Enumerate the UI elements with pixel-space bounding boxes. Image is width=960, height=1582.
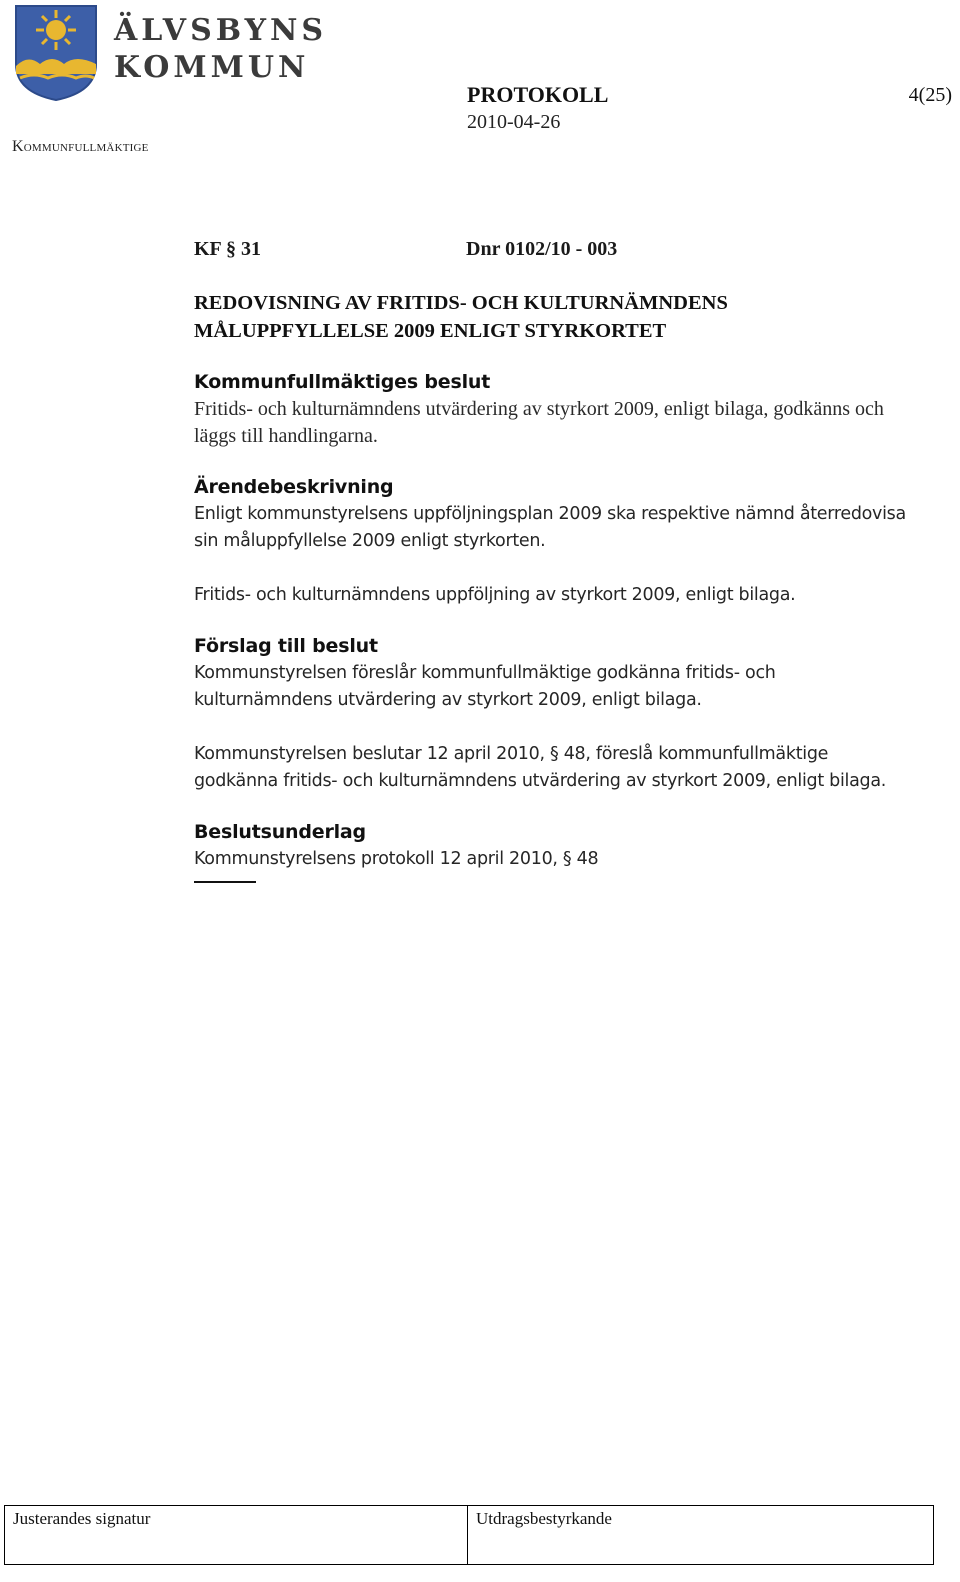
case-description-text: Enligt kommunstyrelsens uppföljningsplan 2009 ska respektive nämnd återredovisa sin måluppfyllelse 2009 enligt styrkorten. <box>194 504 906 551</box>
case-title-line1: REDOVISNING AV FRITIDS- OCH KULTURNÄMNDENS <box>194 292 728 314</box>
kf-paragraph-number: KF § 31 <box>194 238 262 260</box>
basis-text: Kommunstyrelsens protokoll 12 april 2010, § 48 <box>194 849 599 869</box>
adjuster-signature-cell <box>5 1506 468 1564</box>
decision-heading: Kommunfullmäktiges beslut <box>194 371 491 393</box>
case-description-heading: Ärendebeskrivning <box>194 476 394 498</box>
case-title <box>194 289 914 345</box>
proposal-text: Kommunstyrelsen föreslår kommunfullmäktige godkänna fritids- och kulturnämndens utvärdering av styrkort 2009, enligt bilaga. <box>194 663 776 710</box>
coat-of-arms-icon <box>14 4 98 102</box>
page-number: 4(25) <box>908 84 952 106</box>
board-decision-text: Kommunstyrelsen beslutar 12 april 2010, § 48, föreslå kommunfullmäktige godkänna fritids- och kulturnämndens utvärdering av styrkort 2009, enligt bilaga. <box>194 744 887 791</box>
case-description-followup: Fritids- och kulturnämndens uppföljning av styrkort 2009, enligt bilaga. <box>194 585 796 605</box>
end-rule <box>194 881 256 883</box>
extract-certification-cell <box>468 1506 933 1564</box>
proposal-heading: Förslag till beslut <box>194 635 378 657</box>
decision-text: Fritids- och kulturnämndens utvärdering av styrkort 2009, enligt bilaga, godkänns och läggs till handlingarna. <box>194 398 884 447</box>
case-title-line2: MÅLUPPFYLLELSE 2009 ENLIGT STYRKORTET <box>194 320 667 342</box>
signature-box <box>4 1505 934 1565</box>
logo-text-line2: KOMMUN <box>114 50 310 85</box>
protocol-body <box>194 236 914 883</box>
municipality-logo <box>14 4 328 104</box>
case-reference-row <box>194 236 914 266</box>
logo-text-line1: ÄLVSBYNS <box>114 13 328 48</box>
basis-heading: Beslutsunderlag <box>194 821 366 843</box>
adjuster-signature-label: Justerandes signatur <box>13 1509 151 1528</box>
diary-number: Dnr 0102/10 - 003 <box>466 238 618 260</box>
department-label: Kommunfullmäktige <box>12 138 149 155</box>
document-type: PROTOKOLL <box>467 82 609 107</box>
extract-certification-label: Utdragsbestyrkande <box>476 1509 612 1528</box>
document-date: 2010-04-26 <box>467 111 561 133</box>
